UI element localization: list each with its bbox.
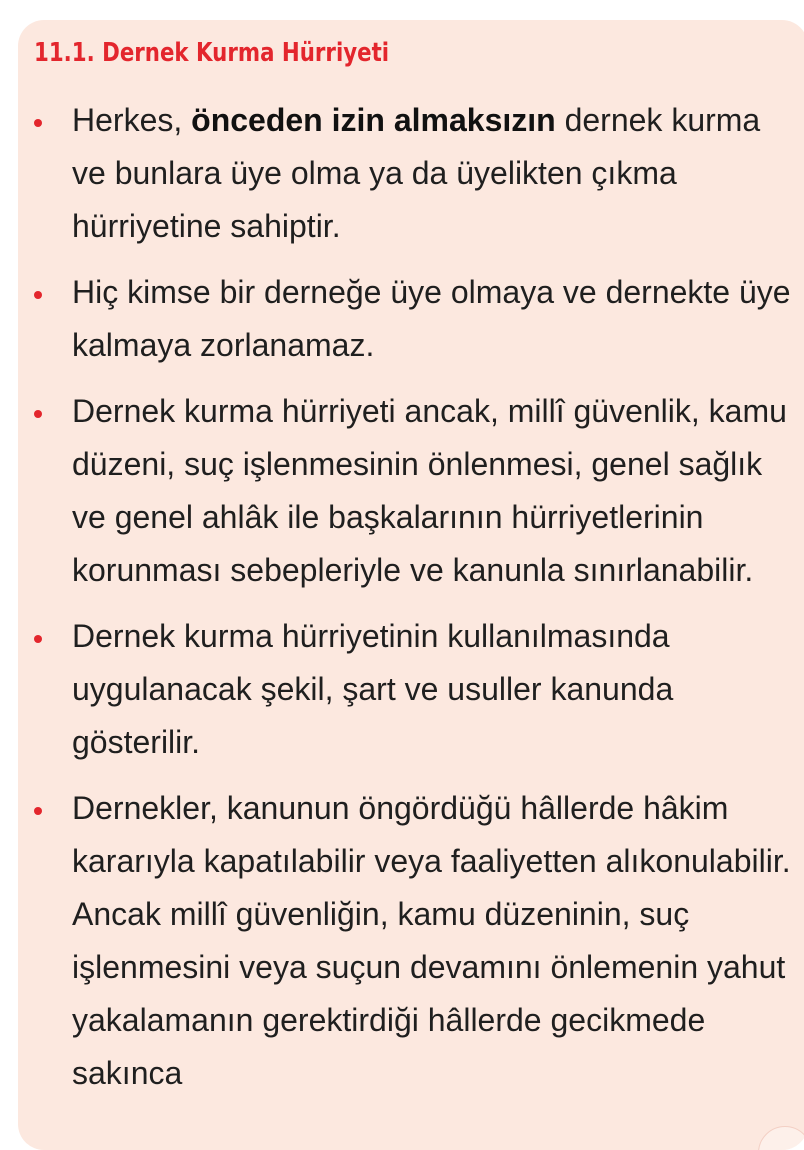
bullet-icon [34,119,42,127]
list-item-text: Hiç kimse bir derneğe üye olmaya ve dernekte üye kalmaya zorlanamaz. [72,274,791,363]
list-item [18,385,804,597]
list-item-bold-text: önceden izin almaksızın [191,102,556,138]
list-item [18,610,804,769]
list-item-text-end: dernek kurma ve bunlara üye olma ya da üyelikten çıkma hürriyetine sahiptir. [72,102,761,244]
list-item [18,266,804,372]
list-item-text-start: Herkes, [72,102,192,138]
bullet-icon [34,291,42,299]
list-item [18,94,804,253]
bullet-list [18,94,804,1113]
list-item-text: Dernek kurma hürriyeti ancak, millî güvenlik, kamu düzeni, suç işlenmesinin önlenmesi, genel sağlık ve genel ahlâk ile başkalarının hürriyetlerinin korunması sebepleriyle ve kanunla sınırlanabilir. [72,393,787,588]
list-item-text: Dernek kurma hürriyetinin kullanılmasında uygulanacak şekil, şart ve usuller kanunda gösterilir. [72,618,674,760]
list-item [18,782,804,1100]
bullet-icon [34,410,42,418]
bullet-icon [34,635,42,643]
list-item-text: Dernekler, kanunun öngördüğü hâllerde hâkim kararıyla kapatılabilir veya faaliyetten alıkonulabilir. Ancak millî güvenliğin, kamu düzeninin, suç işlenmesini veya suçun devamını önlemenin yahut yakalamanın gerektirdiği hâllerde gecikmede sakınca [72,790,791,1091]
content-panel [18,20,804,1150]
section-title: 11.1. Dernek Kurma Hürriyeti [34,38,390,68]
bullet-icon [34,807,42,815]
list-item-text [72,94,802,253]
scroll-indicator [758,1126,804,1150]
